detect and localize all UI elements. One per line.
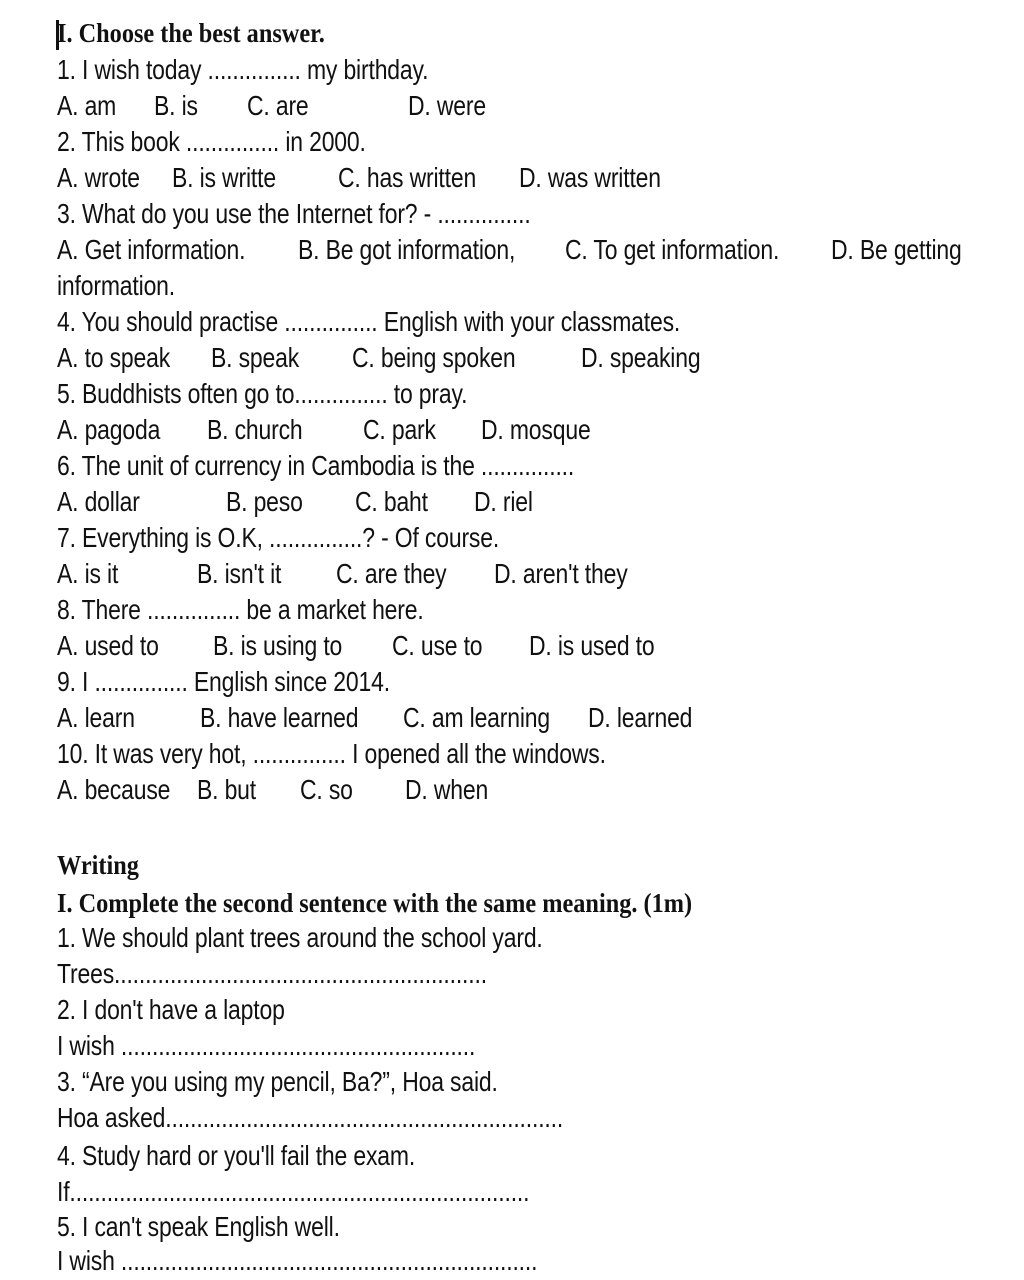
option-3d: D. Be getting	[831, 234, 962, 265]
option-8b: B. is using to	[213, 630, 343, 661]
option-3a: A. Get information.	[57, 234, 246, 265]
option-6a: A. dollar	[57, 486, 140, 517]
option-1b: B. is	[154, 90, 198, 121]
writing-answer-1: Trees............................................................	[57, 958, 487, 989]
option-7a: A. is it	[57, 558, 119, 589]
option-5a: A. pagoda	[57, 414, 161, 445]
writing-answer-3: Hoa asked................................................................	[57, 1102, 564, 1133]
option-3b: B. Be got information,	[298, 234, 516, 265]
option-10d: D. when	[405, 774, 489, 805]
option-1a: A. am	[57, 90, 117, 121]
option-10b: B. but	[197, 774, 257, 805]
writing-item-1: 1. We should plant trees around the school yard.	[57, 922, 543, 953]
option-5b: B. church	[207, 414, 303, 445]
option-1c: C. are	[247, 90, 309, 121]
option-5d: D. mosque	[481, 414, 591, 445]
question-8: 8. There ............... be a market here.	[57, 594, 424, 625]
option-2a: A. wrote	[57, 162, 140, 193]
question-4: 4. You should practise ............... English with your classmates.	[57, 306, 681, 337]
option-3d-continuation: information.	[57, 270, 175, 301]
option-4a: A. to speak	[57, 342, 171, 373]
option-2d: D. was written	[519, 162, 661, 193]
option-7c: C. are they	[336, 558, 447, 589]
writing-title: Writing	[57, 850, 139, 880]
option-9b: B. have learned	[200, 702, 359, 733]
option-3c: C. To get information.	[565, 234, 780, 265]
question-5: 5. Buddhists often go to............... to pray.	[57, 378, 468, 409]
option-9c: C. am learning	[403, 702, 551, 733]
option-10c: C. so	[300, 774, 353, 805]
option-6c: C. baht	[355, 486, 428, 517]
option-2c: C. has written	[338, 162, 477, 193]
option-10a: A. because	[57, 774, 171, 805]
writing-item-3: 3. “Are you using my pencil, Ba?”, Hoa said.	[57, 1066, 498, 1097]
option-9d: D. learned	[588, 702, 693, 733]
question-7: 7. Everything is O.K, ...............? - Of course.	[57, 522, 500, 553]
option-7b: B. isn't it	[197, 558, 282, 589]
writing-item-2: 2. I don't have a laptop	[57, 994, 285, 1025]
question-1: 1. I wish today ............... my birthday.	[57, 54, 429, 85]
option-8a: A. used to	[57, 630, 159, 661]
option-1d: D. were	[408, 90, 486, 121]
option-7d: D. aren't they	[494, 558, 628, 589]
writing-item-4: 4. Study hard or you'll fail the exam.	[57, 1140, 416, 1171]
option-4c: C. being spoken	[352, 342, 516, 373]
writing-answer-2: I wish .........................................................	[57, 1030, 476, 1061]
option-4d: D. speaking	[581, 342, 701, 373]
option-4b: B. speak	[211, 342, 300, 373]
section-heading: I. Choose the best answer.	[57, 18, 325, 48]
question-2: 2. This book ............... in 2000.	[57, 126, 366, 157]
question-10: 10. It was very hot, ............... I opened all the windows.	[57, 738, 606, 769]
question-3: 3. What do you use the Internet for? - ...............	[57, 198, 531, 229]
option-5c: C. park	[363, 414, 436, 445]
writing-item-5: 5. I can't speak English well.	[57, 1211, 340, 1242]
option-8c: C. use to	[392, 630, 483, 661]
option-8d: D. is used to	[529, 630, 655, 661]
writing-answer-4: If..........................................................................	[57, 1176, 530, 1207]
question-6: 6. The unit of currency in Cambodia is the ...............	[57, 450, 575, 481]
option-9a: A. learn	[57, 702, 135, 733]
option-6b: B. peso	[226, 486, 303, 517]
option-2b: B. is writte	[172, 162, 276, 193]
option-6d: D. riel	[474, 486, 533, 517]
writing-heading: I. Complete the second sentence with the same meaning. (1m)	[57, 888, 693, 918]
question-9: 9. I ............... English since 2014.	[57, 666, 390, 697]
writing-answer-5: I wish ...................................................................	[57, 1245, 538, 1276]
